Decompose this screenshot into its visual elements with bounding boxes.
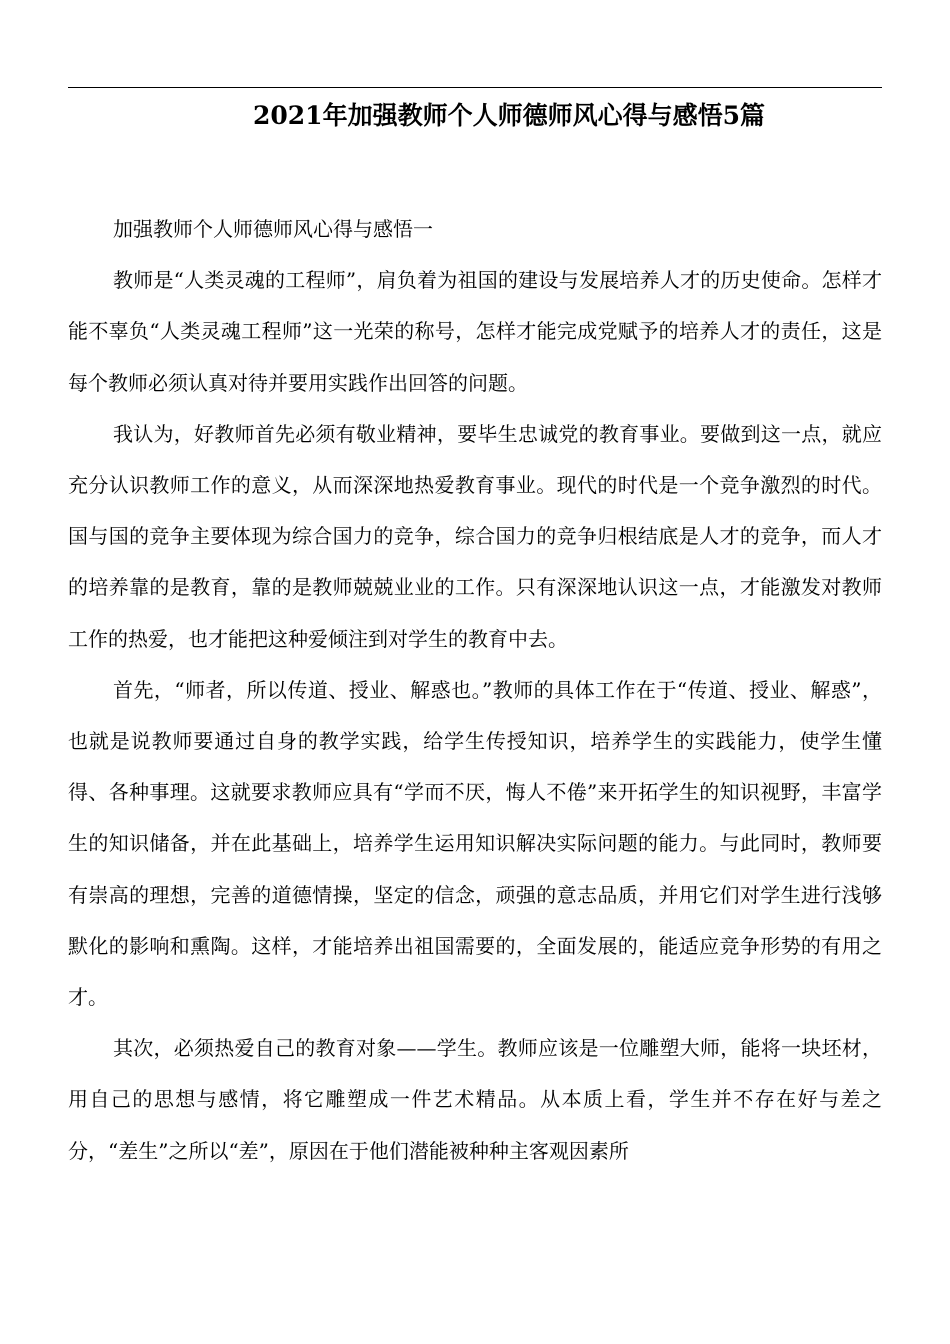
document-body: [68, 204, 882, 1177]
section-heading: 加强教师个人师德师风心得与感悟一: [113, 217, 433, 241]
document-title: 2021年加强教师个人师德师风心得与感悟5篇: [253, 101, 765, 130]
header-rule: [68, 87, 882, 88]
paragraph-3: 首先，“师者，所以传道、授业、解惑也。”教师的具体工作在于“传道、授业、解惑”，也就是说教师要通过自身的教学实践，给学生传授知识，培养学生的实践能力，使学生懂得、各种事理。这就要求教师应具有“学而不厌，悔人不倦”来开拓学生的知识视野，丰富学生的知识储备，并在此基础上，培养学生运用知识解决实际问题的能力。与此同时，教师要有崇高的理想，完善的道德情操，坚定的信念，顽强的意志品质，并用它们对学生进行浅够默化的影响和熏陶。这样，才能培养出祖国需要的，全面发展的，能适应竞争形势的有用之才。: [68, 677, 882, 1010]
paragraph-4: 其次，必须热爱自己的教育对象——学生。教师应该是一位雕塑大师，能将一块坯材，用自己的思想与感情，将它雕塑成一件艺术精品。从本质上看，学生并不存在好与差之分，“差生”之所以“差”，原因在于他们潜能被种种主客观因素所: [68, 1036, 882, 1163]
paragraph-1: 教师是“人类灵魂的工程师”，肩负着为祖国的建设与发展培养人才的历史使命。怎样才能不辜负“人类灵魂工程师”这一光荣的称号，怎样才能完成党赋予的培养人才的责任，这是每个教师必须认真对待并要用实践作出回答的问题。: [68, 268, 882, 395]
paragraph-2: 我认为，好教师首先必须有敬业精神，要毕生忠诚党的教育事业。要做到这一点，就应充分认识教师工作的意义，从而深深地热爱教育事业。现代的时代是一个竞争激烈的时代。国与国的竞争主要体现为综合国力的竞争，综合国力的竞争归根结底是人才的竞争，而人才的培养靠的是教育，靠的是教师兢兢业业的工作。只有深深地认识这一点，才能激发对教师工作的热爱，也才能把这种爱倾注到对学生的教育中去。: [68, 421, 882, 651]
